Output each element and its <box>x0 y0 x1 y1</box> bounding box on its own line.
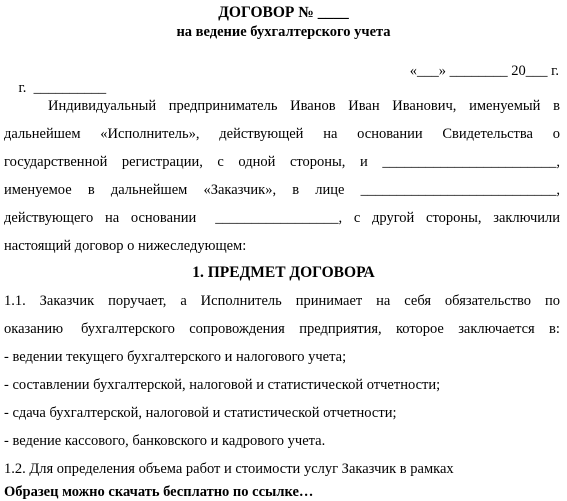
preamble-word: предприниматель <box>168 98 278 114</box>
city-field: г. __________ <box>18 80 107 96</box>
clause-line <box>4 432 560 450</box>
preamble-word: Иванович, <box>392 98 457 114</box>
preamble-line <box>4 97 560 115</box>
preamble-word: «Заказчик», <box>203 182 277 198</box>
clause-word: сопровождения <box>189 321 285 337</box>
preamble-word: именуемый <box>469 98 541 114</box>
preamble-word: с <box>217 154 224 170</box>
preamble-word: в <box>553 98 560 114</box>
preamble-word: Иванов <box>290 98 336 114</box>
preamble-line <box>4 125 560 143</box>
preamble-word: стороны, <box>289 154 346 170</box>
preamble-word: ________________________, <box>382 154 560 170</box>
preamble-word: регистрации, <box>121 154 203 170</box>
clause-word: себя <box>404 293 432 309</box>
section-heading: 1. ПРЕДМЕТ ДОГОВОРА <box>192 264 375 281</box>
clause-word: Заказчик <box>39 293 95 309</box>
preamble-line <box>4 181 560 199</box>
preamble-word: _________________, <box>208 210 343 226</box>
clause-word: 1.2. Для определения объема работ и стоимости услуг Заказчик в рамках <box>4 461 454 477</box>
clause-word: а <box>180 293 187 309</box>
clause-line <box>4 404 560 422</box>
preamble-word: на <box>104 210 120 226</box>
preamble-word: стороны, <box>426 210 482 226</box>
clause-word: принимает <box>295 293 363 309</box>
preamble-word: именуемое <box>4 182 72 198</box>
preamble-word: о <box>552 126 560 142</box>
clause-line <box>4 292 560 310</box>
preamble-line <box>4 153 560 171</box>
preamble-word: действующего <box>4 210 94 226</box>
preamble-word: на <box>323 126 338 142</box>
preamble-word: «Исполнитель», <box>100 126 200 142</box>
clause-word: Исполнитель <box>200 293 282 309</box>
clause-word: 1.1. <box>4 293 26 309</box>
clause-word: поручает, <box>108 293 167 309</box>
preamble-word: ___________________________, <box>360 182 560 198</box>
preamble-line <box>4 209 560 227</box>
clause-word: бухгалтерского <box>77 321 175 337</box>
preamble-word: дальнейшем <box>110 182 188 198</box>
clause-word: - составлении бухгалтерской, налоговой и статистической отчетности; <box>4 377 441 393</box>
preamble-word: с <box>353 210 361 226</box>
preamble-word: настоящий договор о нижеследующем: <box>4 238 247 254</box>
clause-word: оказанию <box>4 321 64 337</box>
preamble-word: дальнейшем <box>4 126 81 142</box>
preamble-word: лице <box>315 182 345 198</box>
clause-word: - ведении текущего бухгалтерского и налогового учета; <box>4 349 347 365</box>
preamble-word: в <box>87 182 95 198</box>
document-title: ДОГОВОР № ____ <box>218 4 349 21</box>
clause-word: на <box>376 293 391 309</box>
clause-line <box>4 376 560 394</box>
clause-word: - ведение кассового, банковского и кадрового учета. <box>4 433 326 449</box>
clause-word: которое <box>395 321 444 337</box>
document-subtitle: на ведение бухгалтерского учета <box>176 24 391 40</box>
preamble-word: и <box>359 154 368 170</box>
preamble-word: в <box>292 182 300 198</box>
clause-word: по <box>544 293 560 309</box>
clause-line <box>4 320 560 338</box>
preamble-word: Индивидуальный <box>48 98 157 114</box>
clause-word: - сдача бухгалтерской, налоговой и статистической отчетности; <box>4 405 397 421</box>
preamble-word: государственной <box>4 154 108 170</box>
preamble-line <box>4 237 560 255</box>
clause-word: в: <box>549 321 560 337</box>
preamble-word: Иван <box>348 98 380 114</box>
clause-word: предприятия, <box>299 321 382 337</box>
preamble-word: заключили <box>493 210 560 226</box>
preamble-word: основании <box>130 210 197 226</box>
preamble-word: действующей <box>219 126 304 142</box>
preamble-word: одной <box>238 154 276 170</box>
clause-word: заключается <box>458 321 535 337</box>
clause-word: обязательство <box>444 293 532 309</box>
clause-line <box>4 348 560 366</box>
download-link[interactable]: Образец можно скачать бесплатно по ссылке… <box>4 484 314 500</box>
date-field: «___» ________ 20___ г. <box>409 63 559 79</box>
clause-line <box>4 460 560 478</box>
preamble-word: другой <box>372 210 415 226</box>
preamble-word: Свидетельства <box>442 126 533 142</box>
preamble-word: основании <box>357 126 423 142</box>
